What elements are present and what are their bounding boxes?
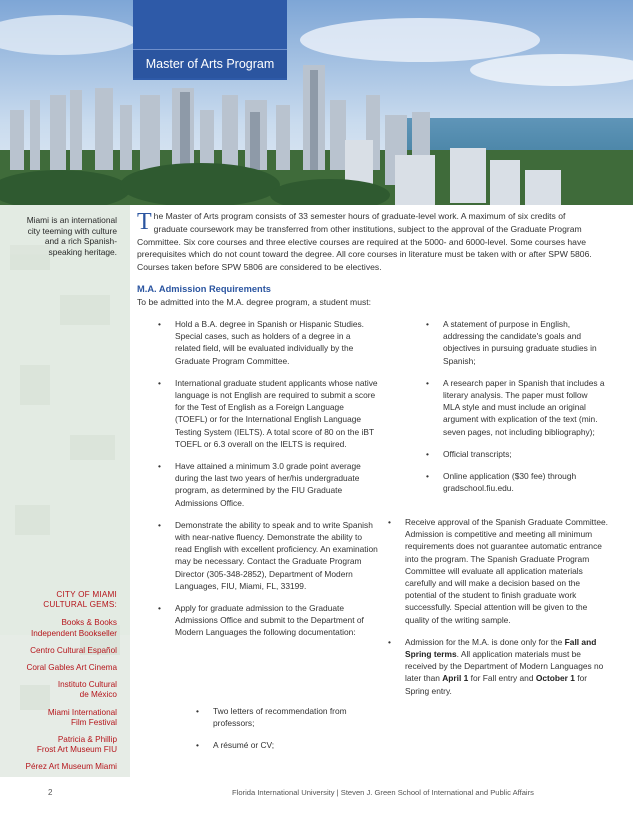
list-item <box>426 318 606 367</box>
list-item-text: Official transcripts; <box>443 448 512 459</box>
list-item-text: A research paper in Spanish that includes a literary analysis. The paper must follow MLA style and must include an original argument with explication of the text (min. seven pages, not including bibliography); <box>443 377 605 437</box>
list-item: Instituto Cultural de México <box>57 680 117 700</box>
list-item: Patricia & Phillip Frost Art Museum FIU <box>36 735 117 755</box>
intro-text: he Master of Arts program consists of 33 semester hours of graduate-level work. A maximum of six credits of graduate coursework may be transferred from other institutions, subject to the approval of the Graduate Program Committee. Six core courses and three elective courses are required at the 5000- and 6000-level. Some courses have prerequisites which do not count toward the degree. All core courses in literature must be taken with or after SPW 5806. Courses taken before SPW 5806 are considered to be electives. <box>137 211 592 273</box>
bullet-icon: • <box>158 519 161 530</box>
list-item <box>158 519 378 592</box>
list-item <box>158 602 378 639</box>
timing-terms: Fall and Spring terms <box>405 636 597 660</box>
list-item-text: Apply for graduate admission to the Graduate Admissions Office and submit to the Department of Modern Languages the following documentation: <box>175 603 364 638</box>
drop-cap: T <box>137 209 152 235</box>
list-item <box>388 516 608 626</box>
list-item <box>426 377 606 438</box>
list-item: Centro Cultural Español <box>30 645 117 655</box>
list-item-text: A résumé or CV; <box>213 740 275 751</box>
bullet-icon: • <box>426 319 429 329</box>
page-number: 2 <box>48 788 53 797</box>
list-item-text: A statement of purpose in English, addressing the candidate's goals and objectives in pursuing graduate studies in Spanish; <box>443 319 597 366</box>
cultural-gems-title: CITY OF MIAMI CULTURAL GEMS: <box>43 590 117 610</box>
list-item-text: Have attained a minimum 3.0 grade point average during the last two years of her/his undergraduate program, as determined by the FIU Graduate Admissions Office. <box>175 461 361 508</box>
bullet-icon: • <box>388 636 391 647</box>
list-item-text: Demonstrate the ability to speak and to write Spanish with near-native fluency. Demonstrate the ability to read English with excellent proficiency. An examination may be necessary. Contact the Graduate Program Director (305-348-2852), Department of Modern Languages, FIU, Miami, FL, 33199. <box>175 519 378 591</box>
list-item-text: Two letters of recommendation from professors; <box>213 706 347 729</box>
list-item: Miami International Film Festival <box>47 707 117 727</box>
list-item <box>158 460 378 509</box>
list-item-text <box>405 637 603 696</box>
page-section-title: Master of Arts Program <box>133 49 287 78</box>
documentation-right-column <box>426 318 606 504</box>
list-item-text: International graduate student applicants whose native language is not English are required to submit a score for the Test of English as a Foreign Language (TOEFL) or for the International English Language Testing System (IELTS). A total score of 80 on the iBT TOEFL or 6.3 overall on the IELTS is required. <box>175 377 378 449</box>
sidebar-caption: Miami is an international city teeming with culture and a rich Spanish-speaking heritage. <box>26 215 117 257</box>
timing-text: for Fall entry and <box>468 673 536 684</box>
documentation-sublist <box>196 705 376 762</box>
list-item: Books & Books Independent Bookseller <box>30 618 117 638</box>
list-item <box>196 705 376 729</box>
list-item-text: Receive approval of the Spanish Graduate Committee. Admission is competitive and meeting all minimum requirements does not guarantee automatic entrance into the program. The Spanish Graduate Program Committee will evaluate all application materials carefully and will make a decision based on the potential of the student to finish graduate work successfully. Special attention will be given to the quality of the writing sample. <box>405 517 608 625</box>
bullet-icon: • <box>158 603 161 614</box>
list-item <box>196 739 376 751</box>
hero-photo <box>0 0 633 205</box>
bullet-icon: • <box>388 517 391 527</box>
bullet-icon: • <box>426 377 429 388</box>
list-item <box>388 636 608 697</box>
section-heading: M.A. Admission Requirements <box>137 284 271 294</box>
list-item: Pérez Art Museum Miami <box>25 762 117 772</box>
list-item-text: Online application ($30 fee) through gradschool.fiu.edu. <box>443 471 577 494</box>
bullet-icon: • <box>196 740 199 751</box>
timing-text: . All application materials must be received by the Department of Modern Languages no later than <box>405 649 604 684</box>
list-item <box>426 448 606 460</box>
timing-text: for Spring entry. <box>405 673 588 696</box>
bullet-icon: • <box>196 706 199 716</box>
bullet-icon: • <box>158 461 161 472</box>
requirements-left-column <box>158 318 378 649</box>
list-item-text: Hold a B.A. degree in Spanish or Hispanic Studies. Special cases, such as holders of a degree in a related field, will be evaluated individually by the Graduate Program Committee. <box>175 319 365 366</box>
timing-text: Admission for the M.A. is done only for the <box>405 636 565 647</box>
footer-text: Florida International University | Steven J. Green School of International and Public Affairs <box>232 788 534 797</box>
bullet-icon: • <box>158 319 161 329</box>
list-item <box>158 377 378 450</box>
list-item <box>426 470 606 494</box>
fall-deadline: April 1 <box>442 673 469 684</box>
bullet-icon: • <box>426 471 429 482</box>
bullet-icon: • <box>426 448 429 459</box>
list-item: Coral Gables Art Cinema <box>26 663 117 673</box>
requirements-right-column <box>388 516 608 707</box>
cultural-gems-list <box>8 590 117 780</box>
section-lead: To be admitted into the M.A. degree program, a student must: <box>137 297 372 307</box>
intro-paragraph <box>137 210 601 274</box>
bullet-icon: • <box>158 377 161 388</box>
footer <box>0 777 633 818</box>
list-item <box>158 318 378 367</box>
spring-deadline: October 1 <box>535 673 575 684</box>
